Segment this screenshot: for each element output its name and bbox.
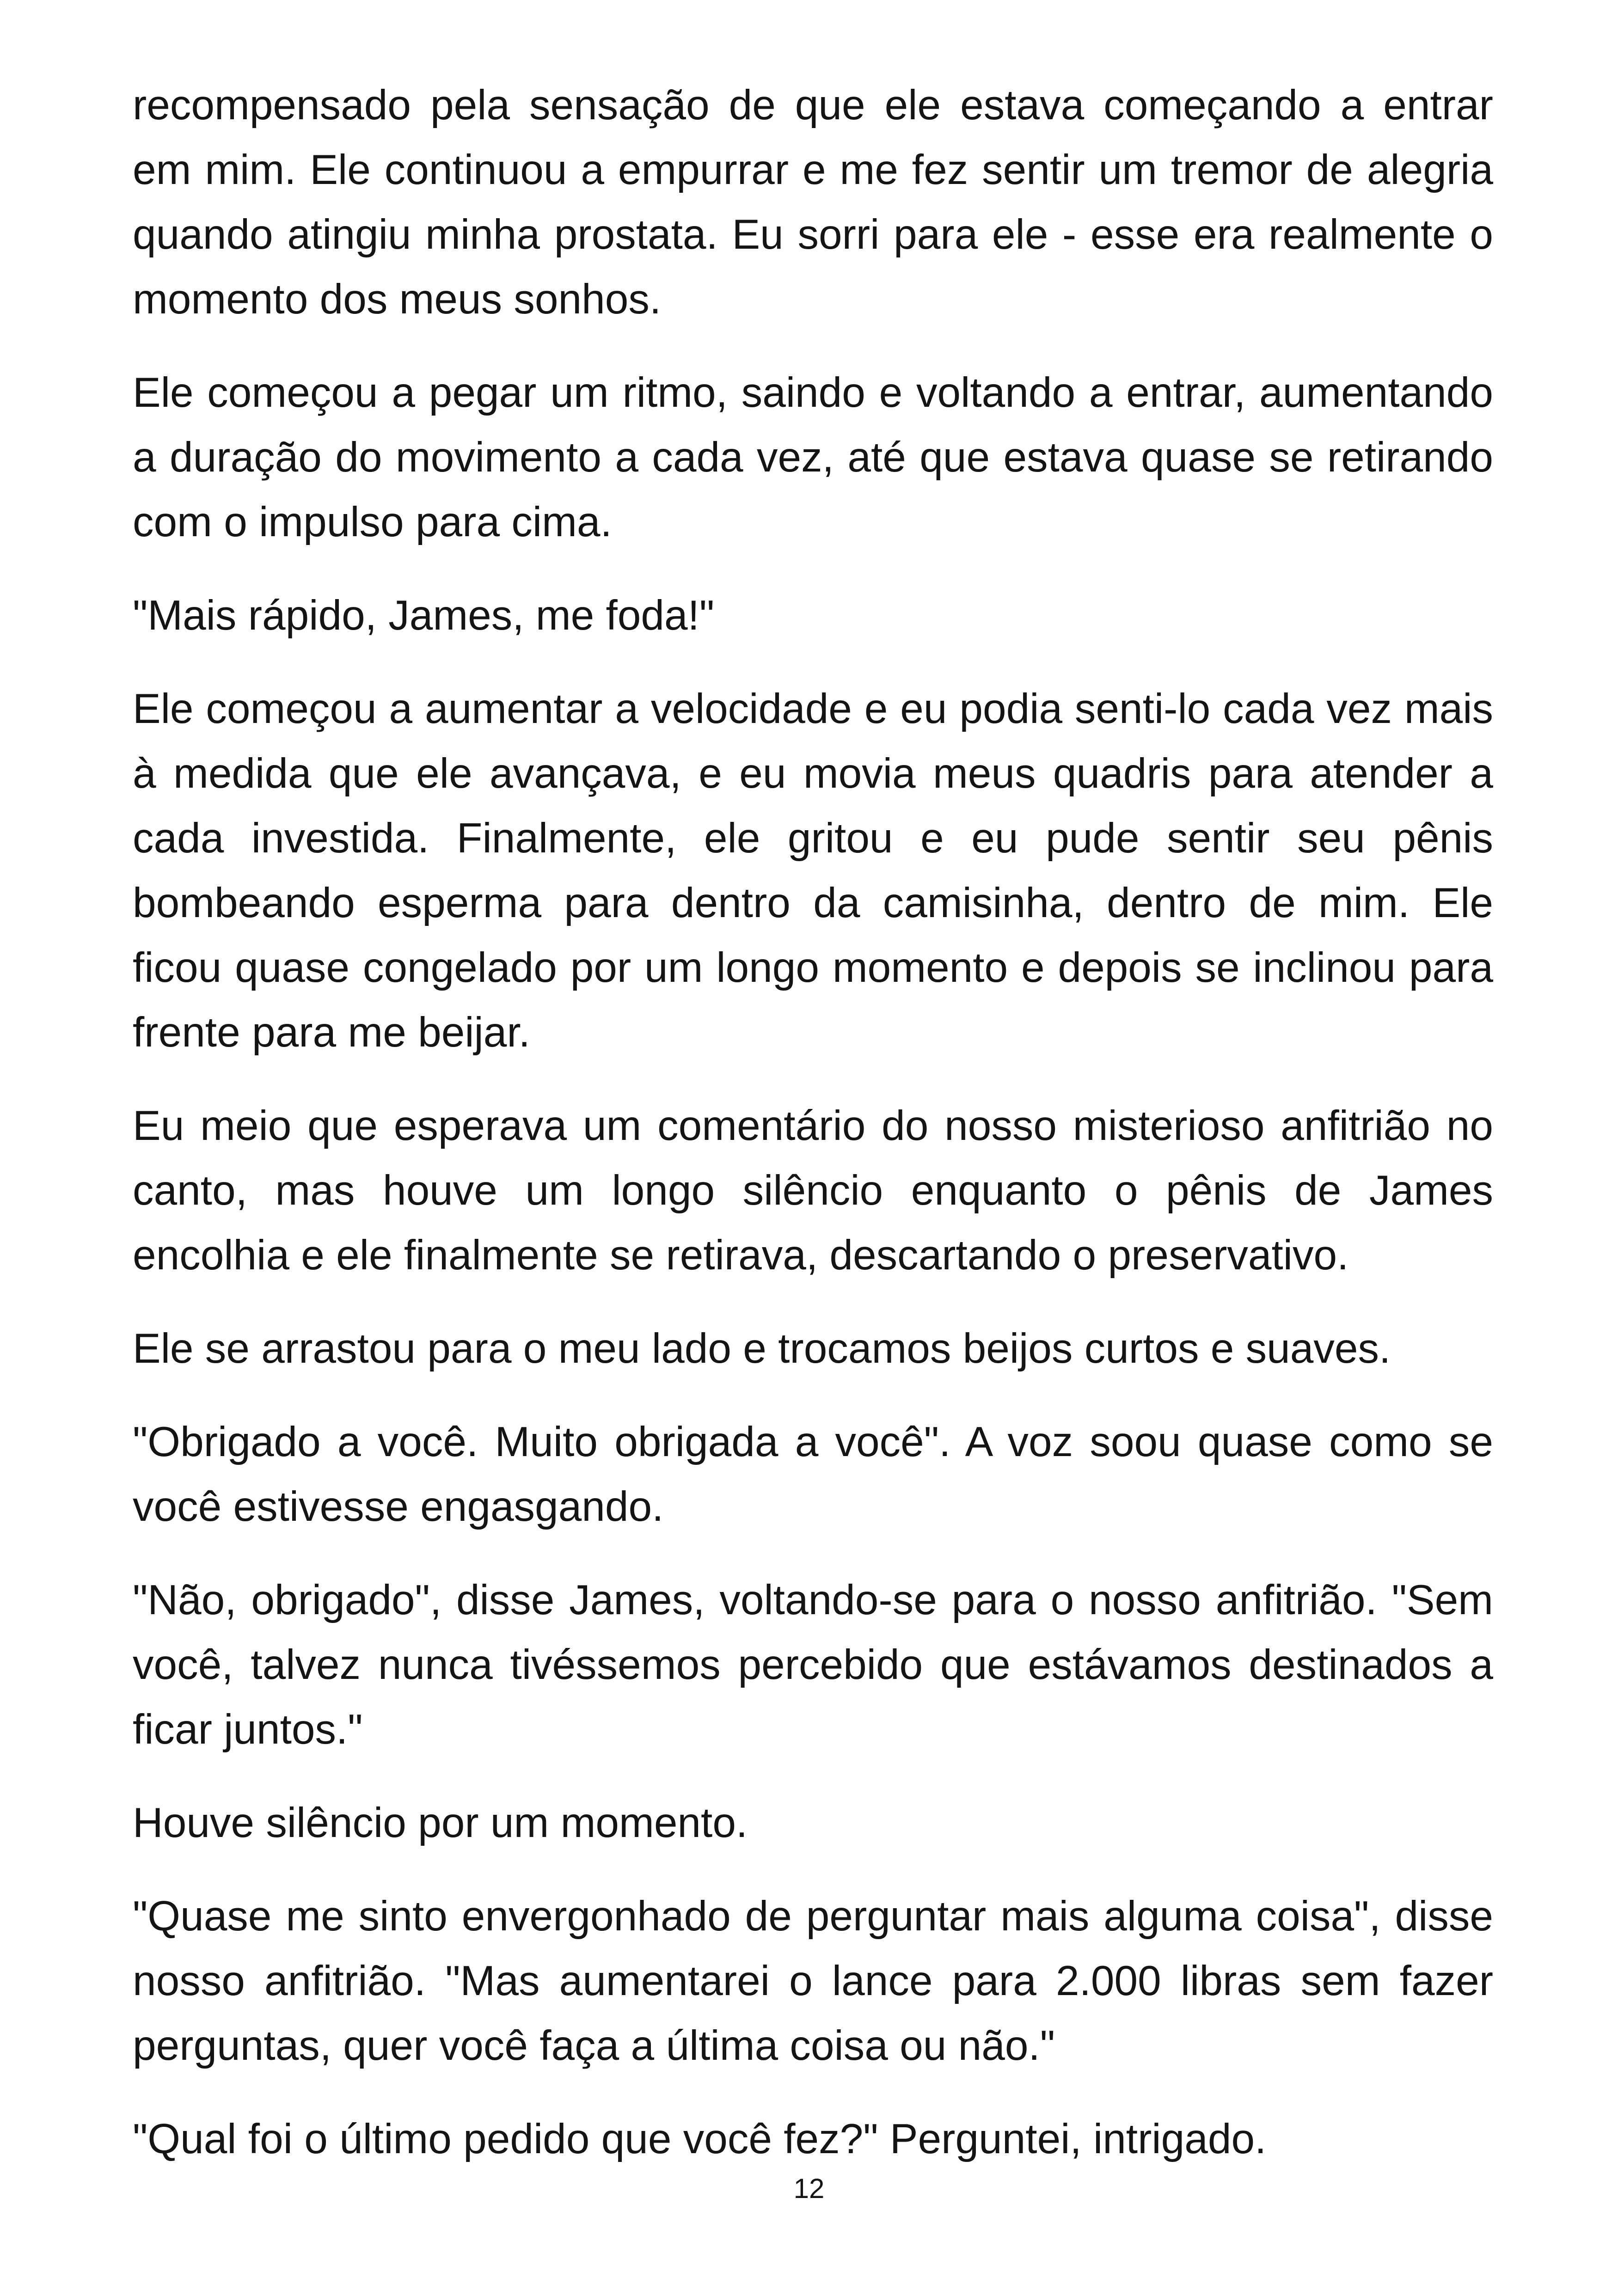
paragraph: Ele começou a pegar um ritmo, saindo e voltando a entrar, aumentando a duração do movimento a cada vez, até que estava quase se retirando com o impulso para cima. [133, 369, 1493, 545]
paragraph: Eu meio que esperava um comentário do nosso misterioso anfitrião no canto, mas houve um longo silêncio enquanto o pênis de James encolhia e ele finalmente se retirava, descartando o preservativo. [133, 1102, 1493, 1279]
paragraph: Ele se arrastou para o meu lado e trocamos beijos curtos e suaves. [133, 1325, 1391, 1372]
paragraph: "Qual foi o último pedido que você fez?" Perguntei, intrigado. [133, 2116, 1267, 2162]
page-number: 12 [793, 2173, 825, 2204]
paragraph: "Mais rápido, James, me foda!" [133, 592, 715, 639]
paragraph: "Quase me sinto envergonhado de perguntar mais alguma coisa", disse nosso anfitrião. "Mas aumentarei o lance para 2.000 libras sem fazer perguntas, quer você faça a última coisa ou não." [133, 1893, 1493, 2069]
paragraph: "Não, obrigado", disse James, voltando-se para o nosso anfitrião. "Sem você, talvez nunca tivéssemos percebido que estávamos destinados a ficar juntos." [133, 1577, 1493, 1753]
paragraph: Ele começou a aumentar a velocidade e eu podia senti-lo cada vez mais à medida que ele avançava, e eu movia meus quadris para atender a cada investida. Finalmente, ele gritou e eu pude sentir seu pênis bombeando esperma para dentro da camisinha, dentro de mim. Ele ficou quase congelado por um longo momento e depois se inclinou para frente para me beijar. [133, 686, 1493, 1056]
paragraph: Houve silêncio por um momento. [133, 1800, 748, 1846]
paragraph: "Obrigado a você. Muito obrigada a você". A voz soou quase como se você estivesse engasgando. [133, 1419, 1493, 1530]
page-body [133, 73, 1493, 2200]
paragraph: recompensado pela sensação de que ele estava começando a entrar em mim. Ele continuou a empurrar e me fez sentir um tremor de alegria quando atingiu minha prostata. Eu sorri para ele - esse era realmente o momento dos meus sonhos. [133, 82, 1493, 323]
